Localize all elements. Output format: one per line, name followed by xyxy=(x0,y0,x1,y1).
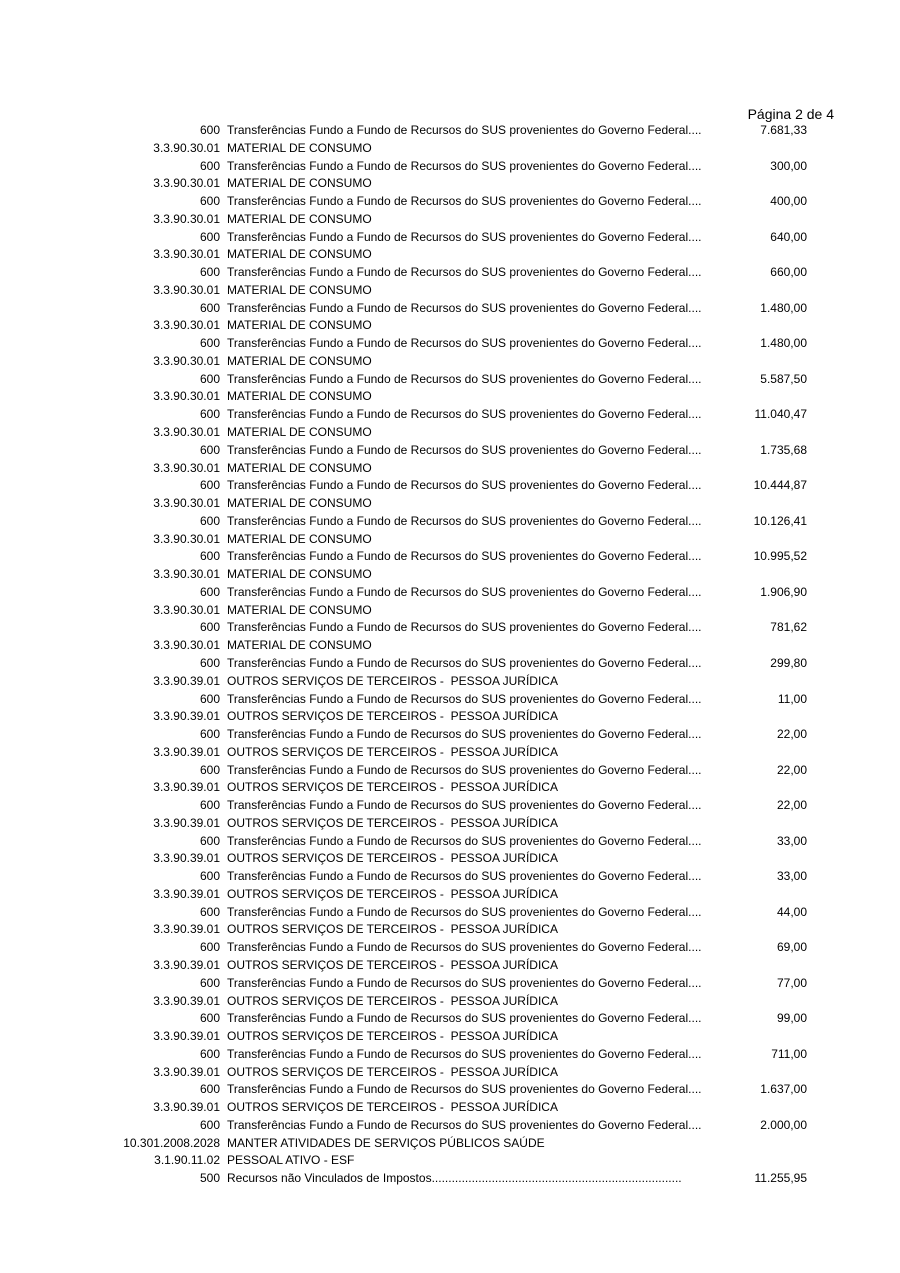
report-row xyxy=(0,1099,900,1117)
page-number-label: Página 2 de 4 xyxy=(747,106,834,122)
row-description: MATERIAL DE CONSUMO xyxy=(227,176,372,191)
row-description: OUTROS SERVIÇOS DE TERCEIROS - PESSOA JURÍDICA xyxy=(227,851,558,866)
row-code: 600 xyxy=(199,300,220,315)
row-code: 600 xyxy=(199,158,220,173)
row-description: Transferências Fundo a Fundo de Recursos do SUS provenientes do Governo Federal.... xyxy=(227,869,702,884)
row-value: 77,00 xyxy=(776,975,807,990)
row-code: 600 xyxy=(199,620,220,635)
row-code: 3.3.90.39.01 xyxy=(153,780,220,795)
row-code: 600 xyxy=(199,123,220,137)
row-description: Transferências Fundo a Fundo de Recursos do SUS provenientes do Governo Federal.... xyxy=(227,1117,702,1132)
report-row xyxy=(0,1064,900,1082)
row-code: 3.3.90.39.01 xyxy=(153,815,220,830)
row-code: 600 xyxy=(199,1046,220,1061)
report-row xyxy=(0,264,900,282)
row-code: 3.3.90.39.01 xyxy=(153,957,220,972)
row-description: Transferências Fundo a Fundo de Recursos do SUS provenientes do Governo Federal.... xyxy=(227,513,702,528)
row-description: Transferências Fundo a Fundo de Recursos do SUS provenientes do Governo Federal.... xyxy=(227,265,702,280)
row-code: 600 xyxy=(199,691,220,706)
row-code: 600 xyxy=(199,229,220,244)
row-description: Transferências Fundo a Fundo de Recursos do SUS provenientes do Governo Federal.... xyxy=(227,584,702,599)
row-description: Recursos não Vinculados de Impostos........................................................................... xyxy=(227,1171,682,1186)
row-code: 3.3.90.39.01 xyxy=(153,1029,220,1044)
row-code: 600 xyxy=(199,655,220,670)
report-row xyxy=(0,495,900,513)
row-code: 600 xyxy=(199,442,220,457)
row-description: Transferências Fundo a Fundo de Recursos do SUS provenientes do Governo Federal.... xyxy=(227,940,702,955)
row-description: OUTROS SERVIÇOS DE TERCEIROS - PESSOA JURÍDICA xyxy=(227,709,558,724)
row-code: 600 xyxy=(199,869,220,884)
row-description: OUTROS SERVIÇOS DE TERCEIROS - PESSOA JURÍDICA xyxy=(227,1029,558,1044)
row-value: 299,80 xyxy=(770,655,807,670)
row-description: Transferências Fundo a Fundo de Recursos do SUS provenientes do Governo Federal.... xyxy=(227,371,702,386)
row-description: Transferências Fundo a Fundo de Recursos do SUS provenientes do Governo Federal.... xyxy=(227,158,702,173)
row-code: 3.3.90.39.01 xyxy=(153,709,220,724)
row-value: 660,00 xyxy=(770,265,807,280)
row-code: 600 xyxy=(199,407,220,422)
report-row xyxy=(0,726,900,744)
row-value: 1.906,90 xyxy=(760,584,807,599)
row-code: 600 xyxy=(199,1082,220,1097)
row-code: 600 xyxy=(199,904,220,919)
report-row xyxy=(0,1152,900,1170)
row-description: MATERIAL DE CONSUMO xyxy=(227,567,372,582)
row-value: 5.587,50 xyxy=(760,371,807,386)
report-row xyxy=(0,904,900,922)
row-code: 3.3.90.39.01 xyxy=(153,744,220,759)
row-value: 33,00 xyxy=(776,833,807,848)
row-value: 22,00 xyxy=(776,762,807,777)
row-code: 600 xyxy=(199,584,220,599)
report-row xyxy=(0,957,900,975)
report-row xyxy=(0,1046,900,1064)
row-code: 600 xyxy=(199,513,220,528)
report-row xyxy=(0,637,900,655)
report-row xyxy=(0,317,900,335)
row-description: Transferências Fundo a Fundo de Recursos do SUS provenientes do Governo Federal.... xyxy=(227,655,702,670)
report-row xyxy=(0,300,900,318)
report-row xyxy=(0,993,900,1011)
row-code: 600 xyxy=(199,478,220,493)
row-code: 3.3.90.39.01 xyxy=(153,1064,220,1079)
row-description: MATERIAL DE CONSUMO xyxy=(227,602,372,617)
row-description: MATERIAL DE CONSUMO xyxy=(227,425,372,440)
report-row xyxy=(0,655,900,673)
row-description: MANTER ATIVIDADES DE SERVIÇOS PÚBLICOS SAÚDE xyxy=(227,1135,545,1150)
row-code: 3.3.90.30.01 xyxy=(153,531,220,546)
row-value: 22,00 xyxy=(776,727,807,742)
row-description: Transferências Fundo a Fundo de Recursos do SUS provenientes do Governo Federal.... xyxy=(227,798,702,813)
row-code: 3.3.90.30.01 xyxy=(153,318,220,333)
report-row xyxy=(0,353,900,371)
report-row xyxy=(0,1028,900,1046)
report-row xyxy=(0,797,900,815)
row-description: OUTROS SERVIÇOS DE TERCEIROS - PESSOA JURÍDICA xyxy=(227,922,558,937)
row-description: Transferências Fundo a Fundo de Recursos do SUS provenientes do Governo Federal.... xyxy=(227,194,702,209)
row-description: MATERIAL DE CONSUMO xyxy=(227,460,372,475)
report-row xyxy=(0,744,900,762)
row-description: OUTROS SERVIÇOS DE TERCEIROS - PESSOA JURÍDICA xyxy=(227,993,558,1008)
row-value: 1.480,00 xyxy=(760,300,807,315)
report-rows xyxy=(0,122,900,1188)
row-description: MATERIAL DE CONSUMO xyxy=(227,318,372,333)
report-row xyxy=(0,833,900,851)
row-description: OUTROS SERVIÇOS DE TERCEIROS - PESSOA JURÍDICA xyxy=(227,886,558,901)
report-row xyxy=(0,477,900,495)
row-code: 3.3.90.39.01 xyxy=(153,1100,220,1115)
row-value: 1.735,68 xyxy=(760,442,807,457)
row-code: 3.3.90.30.01 xyxy=(153,211,220,226)
report-row xyxy=(0,282,900,300)
row-value: 711,00 xyxy=(771,1046,807,1061)
row-description: Transferências Fundo a Fundo de Recursos do SUS provenientes do Governo Federal.... xyxy=(227,407,702,422)
row-value: 640,00 xyxy=(770,229,807,244)
row-description: OUTROS SERVIÇOS DE TERCEIROS - PESSOA JURÍDICA xyxy=(227,744,558,759)
row-code: 600 xyxy=(199,265,220,280)
row-description: MATERIAL DE CONSUMO xyxy=(227,247,372,262)
row-value: 300,00 xyxy=(770,158,807,173)
row-description: OUTROS SERVIÇOS DE TERCEIROS - PESSOA JURÍDICA xyxy=(227,1100,558,1115)
report-row xyxy=(0,850,900,868)
row-description: OUTROS SERVIÇOS DE TERCEIROS - PESSOA JURÍDICA xyxy=(227,815,558,830)
row-code: 3.3.90.39.01 xyxy=(153,993,220,1008)
row-description: Transferências Fundo a Fundo de Recursos do SUS provenientes do Governo Federal.... xyxy=(227,1082,702,1097)
report-row xyxy=(0,513,900,531)
report-row xyxy=(0,1081,900,1099)
row-value: 11.040,47 xyxy=(754,407,807,422)
row-code: 500 xyxy=(199,1171,220,1186)
row-description: Transferências Fundo a Fundo de Recursos do SUS provenientes do Governo Federal.... xyxy=(227,727,702,742)
row-code: 600 xyxy=(199,549,220,564)
row-description: OUTROS SERVIÇOS DE TERCEIROS - PESSOA JURÍDICA xyxy=(227,1064,558,1079)
row-code: 3.3.90.39.01 xyxy=(153,922,220,937)
row-description: MATERIAL DE CONSUMO xyxy=(227,531,372,546)
row-description: MATERIAL DE CONSUMO xyxy=(227,638,372,653)
row-code: 3.3.90.30.01 xyxy=(153,353,220,368)
report-row xyxy=(0,1135,900,1153)
row-description: OUTROS SERVIÇOS DE TERCEIROS - PESSOA JURÍDICA xyxy=(227,673,558,688)
report-row xyxy=(0,122,900,140)
row-code: 600 xyxy=(199,1011,220,1026)
report-row xyxy=(0,371,900,389)
row-code: 3.3.90.30.01 xyxy=(153,602,220,617)
report-row xyxy=(0,939,900,957)
row-description: Transferências Fundo a Fundo de Recursos do SUS provenientes do Governo Federal.... xyxy=(227,549,702,564)
row-description: Transferências Fundo a Fundo de Recursos do SUS provenientes do Governo Federal.... xyxy=(227,123,702,137)
row-code: 3.3.90.30.01 xyxy=(153,140,220,155)
row-description: Transferências Fundo a Fundo de Recursos do SUS provenientes do Governo Federal.... xyxy=(227,229,702,244)
row-description: Transferências Fundo a Fundo de Recursos do SUS provenientes do Governo Federal.... xyxy=(227,478,702,493)
report-row xyxy=(0,424,900,442)
row-code: 600 xyxy=(199,336,220,351)
row-description: MATERIAL DE CONSUMO xyxy=(227,496,372,511)
row-code: 600 xyxy=(199,727,220,742)
row-code: 600 xyxy=(199,762,220,777)
row-code: 10.301.2008.2028 xyxy=(123,1135,220,1150)
row-value: 7.681,33 xyxy=(760,123,807,137)
report-row xyxy=(0,921,900,939)
row-description: MATERIAL DE CONSUMO xyxy=(227,389,372,404)
report-row xyxy=(0,762,900,780)
report-row xyxy=(0,460,900,478)
report-row xyxy=(0,584,900,602)
row-code: 3.3.90.30.01 xyxy=(153,389,220,404)
row-code: 600 xyxy=(199,833,220,848)
row-value: 1.480,00 xyxy=(760,336,807,351)
row-value: 1.637,00 xyxy=(760,1082,807,1097)
row-code: 3.1.90.11.02 xyxy=(154,1153,220,1168)
row-value: 400,00 xyxy=(770,194,807,209)
report-row xyxy=(0,1010,900,1028)
report-row xyxy=(0,708,900,726)
row-description: PESSOAL ATIVO - ESF xyxy=(227,1153,355,1168)
report-row xyxy=(0,335,900,353)
report-row xyxy=(0,531,900,549)
row-value: 10.444,87 xyxy=(753,478,807,493)
report-row xyxy=(0,566,900,584)
row-code: 3.3.90.30.01 xyxy=(153,425,220,440)
row-description: Transferências Fundo a Fundo de Recursos do SUS provenientes do Governo Federal.... xyxy=(227,904,702,919)
report-row xyxy=(0,229,900,247)
row-code: 3.3.90.39.01 xyxy=(153,673,220,688)
report-row xyxy=(0,691,900,709)
row-description: Transferências Fundo a Fundo de Recursos do SUS provenientes do Governo Federal.... xyxy=(227,975,702,990)
row-description: Transferências Fundo a Fundo de Recursos do SUS provenientes do Governo Federal.... xyxy=(227,1046,702,1061)
report-row xyxy=(0,975,900,993)
report-row xyxy=(0,886,900,904)
row-value: 10.995,52 xyxy=(753,549,807,564)
report-row xyxy=(0,442,900,460)
row-description: MATERIAL DE CONSUMO xyxy=(227,282,372,297)
row-value: 99,00 xyxy=(776,1011,807,1026)
row-code: 600 xyxy=(199,371,220,386)
report-row xyxy=(0,673,900,691)
row-code: 3.3.90.30.01 xyxy=(153,282,220,297)
row-code: 3.3.90.30.01 xyxy=(153,176,220,191)
report-row xyxy=(0,779,900,797)
row-code: 3.3.90.39.01 xyxy=(153,886,220,901)
row-description: OUTROS SERVIÇOS DE TERCEIROS - PESSOA JURÍDICA xyxy=(227,957,558,972)
row-description: MATERIAL DE CONSUMO xyxy=(227,140,372,155)
row-code: 3.3.90.39.01 xyxy=(153,851,220,866)
report-row xyxy=(0,619,900,637)
row-description: MATERIAL DE CONSUMO xyxy=(227,353,372,368)
report-row xyxy=(0,388,900,406)
report-row xyxy=(0,815,900,833)
row-value: 10.126,41 xyxy=(753,513,807,528)
row-code: 3.3.90.30.01 xyxy=(153,460,220,475)
row-description: MATERIAL DE CONSUMO xyxy=(227,211,372,226)
report-row xyxy=(0,158,900,176)
row-code: 3.3.90.30.01 xyxy=(153,638,220,653)
row-code: 600 xyxy=(199,975,220,990)
row-code: 3.3.90.30.01 xyxy=(153,247,220,262)
row-description: Transferências Fundo a Fundo de Recursos do SUS provenientes do Governo Federal.... xyxy=(227,620,702,635)
row-description: Transferências Fundo a Fundo de Recursos do SUS provenientes do Governo Federal.... xyxy=(227,1011,702,1026)
report-row xyxy=(0,1117,900,1135)
row-code: 600 xyxy=(199,194,220,209)
row-description: Transferências Fundo a Fundo de Recursos do SUS provenientes do Governo Federal.... xyxy=(227,833,702,848)
report-row xyxy=(0,602,900,620)
report-row xyxy=(0,140,900,158)
row-value: 11.255,95 xyxy=(754,1171,807,1186)
report-row xyxy=(0,868,900,886)
row-description: Transferências Fundo a Fundo de Recursos do SUS provenientes do Governo Federal.... xyxy=(227,762,702,777)
report-row xyxy=(0,406,900,424)
row-description: Transferências Fundo a Fundo de Recursos do SUS provenientes do Governo Federal.... xyxy=(227,442,702,457)
row-value: 22,00 xyxy=(776,798,807,813)
report-row xyxy=(0,246,900,264)
row-code: 600 xyxy=(199,940,220,955)
row-value: 69,00 xyxy=(776,940,807,955)
row-code: 3.3.90.30.01 xyxy=(153,496,220,511)
row-description: Transferências Fundo a Fundo de Recursos do SUS provenientes do Governo Federal.... xyxy=(227,300,702,315)
row-value: 781,62 xyxy=(770,620,807,635)
row-code: 3.3.90.30.01 xyxy=(153,567,220,582)
report-row xyxy=(0,211,900,229)
row-value: 2.000,00 xyxy=(760,1117,807,1132)
row-value: 44,00 xyxy=(776,904,807,919)
report-row xyxy=(0,193,900,211)
row-description: Transferências Fundo a Fundo de Recursos do SUS provenientes do Governo Federal.... xyxy=(227,691,702,706)
row-value: 33,00 xyxy=(776,869,807,884)
report-row xyxy=(0,548,900,566)
report-row xyxy=(0,1170,900,1188)
row-code: 600 xyxy=(199,1117,220,1132)
report-row xyxy=(0,175,900,193)
row-description: Transferências Fundo a Fundo de Recursos do SUS provenientes do Governo Federal.... xyxy=(227,336,702,351)
row-code: 600 xyxy=(199,798,220,813)
row-value: 11,00 xyxy=(777,691,807,706)
row-description: OUTROS SERVIÇOS DE TERCEIROS - PESSOA JURÍDICA xyxy=(227,780,558,795)
